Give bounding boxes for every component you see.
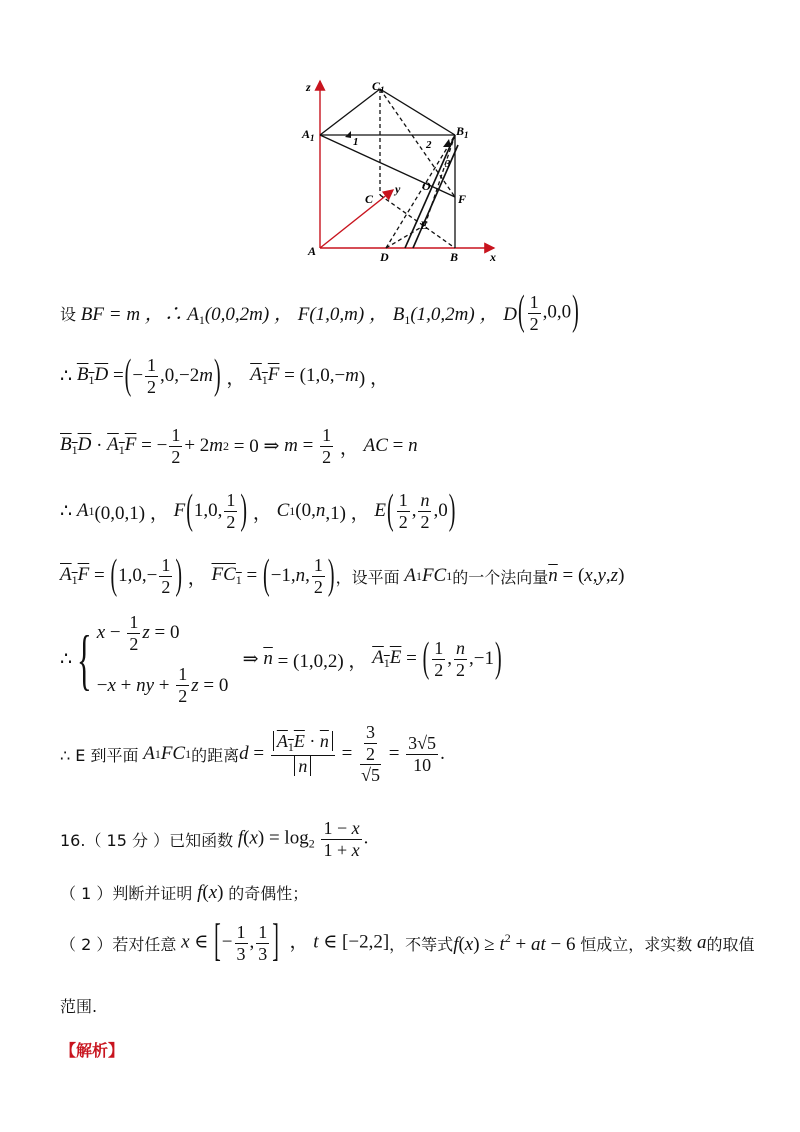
question-16-stem: 16.（ 15 分 ）已知函数 $f(x) = \log_2$ $\frac{1 - x}{1 + x}$ . — [60, 818, 369, 860]
question-16-part-2-wrap: 范围. — [60, 997, 98, 1016]
label-A1: $A_1$ — [302, 127, 315, 143]
solution-line-3: $B_1D$ · $A_1F$ = − $\frac{1}{2}$ + 2 m 2 = 0 ⇒ m = $\frac{1}{2}$ ， AC = n — [60, 425, 418, 467]
question-16-part-1: （ 1 ）判断并证明 f(x) 的奇偶性； — [60, 881, 309, 903]
label-C1: $C_1$ — [372, 79, 385, 95]
solution-line-7: ∴ E 到平面 A 1 FC 1 的距离 d = $\frac{A_1E \cdot \overline{n}}{n}$ = $\frac{\frac{3}{2}}{√5}$ = $\frac{3√5}{10}$ . — [60, 722, 445, 786]
label-y: y — [395, 182, 401, 196]
label-F: F — [458, 192, 467, 206]
label-C: C — [365, 192, 374, 206]
label-A: A — [308, 244, 317, 258]
solution-label: 【解析】 — [60, 1041, 125, 1060]
solution-line-4: ∴ A 1 (0,0,1) ， F ( 1,0, $\frac{1}{2}$ ) ， C 1 (0, n ,1) ， E ( $\frac{1}{2}$ , $\frac{n}{2}$ ,0 ) — [60, 487, 456, 534]
geometry-figure — [298, 75, 503, 265]
label-angle3: 3 — [445, 158, 451, 170]
solution-line-2: ∴ $B_1D$ = ( − $\frac{1}{2}$ ,0,−2 m ) ， $A_1F$ = (1,0,− m ) ， — [60, 352, 389, 399]
label-x: x — [490, 250, 496, 264]
solution-line-1: 设 BF = m ，∴ $A_1(0,0,2m)$ ， F(1,0,m) ， $B_1(1,0,2m)$ ， D ( $\frac{1}{2}$ ,0,0) — [60, 287, 579, 335]
label-angle2: 2 — [426, 139, 432, 151]
label-E: E — [420, 218, 429, 232]
label-D: D — [380, 250, 389, 264]
question-16-part-2: （ 2 ）若对任意 x ∈ [− $\frac{1}{3}$ , $\frac{1}{3}$ ] ， t ∈ [−2,2] ，不等式 $f(x) \ge t^2$ + at − 6 恒成立，求实数 a 的取值 — [60, 915, 755, 967]
label-O: O — [422, 179, 431, 193]
solution-line-5: $A_1F$ = ( 1,0,− $\frac{1}{2}$ ) ， $FC_1$ = ( −1, n , $\frac{1}{2}$ ) ，设平面 A 1 FC 1 的一个法向量 $\overline{n}$ = ( x , y , z ) — [60, 552, 625, 599]
label-z: z — [306, 80, 311, 94]
label-angle1: 1 — [353, 136, 359, 148]
y-axis — [320, 190, 393, 248]
label-B1: $B_1$ — [456, 124, 469, 140]
label-B: B — [450, 250, 459, 264]
solution-line-6: ∴ { x − $\frac{1}{2}$ z = 0 − x + ny + $\frac{1}{2}$ z = 0 ⇒ $\overline{n}$ = (1,0,2) ， $A_1E$ = ( $\frac{1}{2}$ , $\frac{n}{2}$ ,−1 ) — [60, 612, 502, 707]
